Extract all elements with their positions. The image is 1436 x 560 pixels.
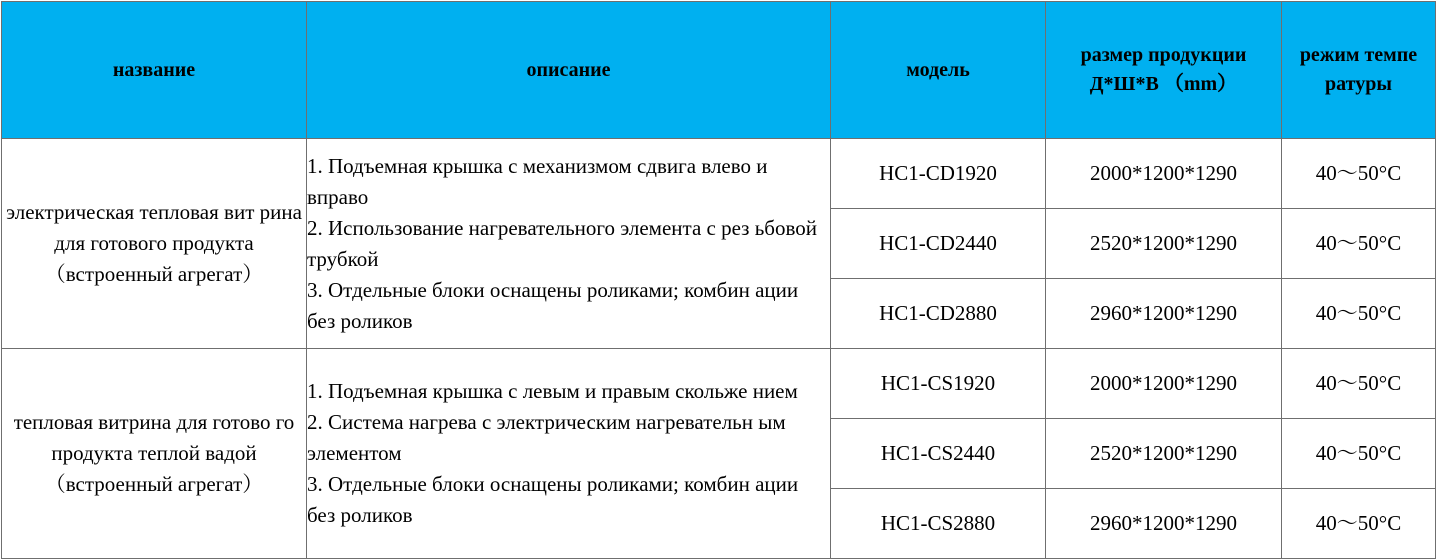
size-cell: 2960*1200*1290 — [1046, 279, 1282, 349]
temperature-cell: 40～50°C — [1282, 349, 1436, 419]
table-row — [2, 349, 1436, 419]
model-cell: HC1-CS1920 — [831, 349, 1046, 419]
header-model: модель — [831, 2, 1046, 139]
description-item: 1. Подъемная крышка с механизмом сдвига влево и вправо — [307, 153, 768, 209]
size-cell: 2520*1200*1290 — [1046, 419, 1282, 489]
description-item: 2. Система нагрева с электрическим нагревательн ым элементом — [307, 410, 786, 465]
product-name-cell: электрическая тепловая вит рина для готового продукта （встроенный агрегат） — [2, 139, 307, 349]
description-item: 3. Отдельные блоки оснащены роликами; комбин ации без роликов — [307, 472, 799, 527]
temperature-cell: 40～50°C — [1282, 209, 1436, 279]
model-cell: HC1-CD2440 — [831, 209, 1046, 279]
table-row — [2, 139, 1436, 209]
model-cell: HC1-CD1920 — [831, 139, 1046, 209]
description-item: 2. Использование нагревательного элемента с рез ьбовой трубкой — [307, 215, 817, 271]
size-cell: 2000*1200*1290 — [1046, 349, 1282, 419]
header-size: размер продукции Д*Ш*В （mm） — [1046, 2, 1282, 139]
model-cell: HC1-CD2880 — [831, 279, 1046, 349]
size-cell: 2960*1200*1290 — [1046, 489, 1282, 559]
header-description: описание — [307, 2, 831, 139]
product-name-cell: тепловая витрина для готово го продукта теплой вадой （встроенный агрегат） — [2, 349, 307, 559]
size-cell: 2520*1200*1290 — [1046, 209, 1282, 279]
size-cell: 2000*1200*1290 — [1046, 139, 1282, 209]
model-cell: HC1-CS2880 — [831, 489, 1046, 559]
product-spec-table — [1, 1, 1436, 559]
temperature-cell: 40～50°C — [1282, 489, 1436, 559]
header-temperature: режим темпе ратуры — [1282, 2, 1436, 139]
description-item: 1. Подъемная крышка с левым и правым скольже нием — [307, 379, 798, 403]
product-description-cell — [307, 139, 831, 349]
temperature-cell: 40～50°C — [1282, 139, 1436, 209]
header-name: название — [2, 2, 307, 139]
model-cell: HC1-CS2440 — [831, 419, 1046, 489]
temperature-cell: 40～50°C — [1282, 279, 1436, 349]
product-description-cell — [307, 349, 831, 559]
temperature-cell: 40～50°C — [1282, 419, 1436, 489]
header-row — [2, 2, 1436, 139]
description-item: 3. Отдельные блоки оснащены роликами; комбин ации без роликов — [307, 277, 799, 333]
